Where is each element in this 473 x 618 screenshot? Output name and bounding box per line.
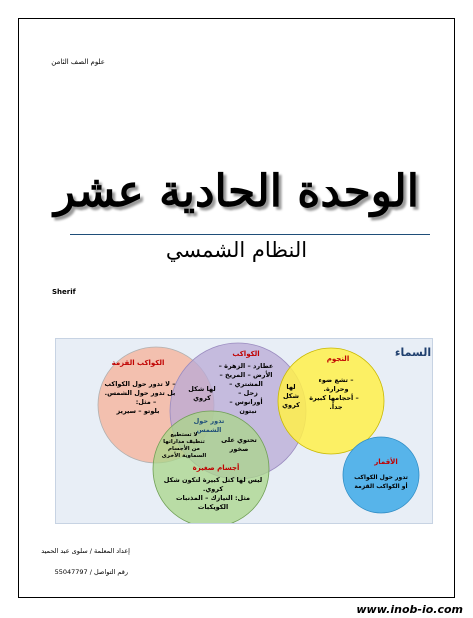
- stars-title: النجوم: [326, 355, 350, 363]
- stars-line: – تشع ضوء: [318, 376, 354, 384]
- overlap-center: تدور حول: [193, 417, 225, 425]
- stars-line: جداً.: [329, 403, 343, 411]
- dwarf-title: الكواكب القزمة: [111, 359, 165, 367]
- moons-title: الأقمار: [374, 458, 398, 466]
- dwarf-line: – مثل:: [135, 398, 157, 406]
- moons-line: تدور حول الكواكب: [354, 474, 408, 481]
- moons-line: أو الكواكب القزمة: [354, 483, 408, 490]
- page-subtitle: النظام الشمسي: [165, 238, 308, 262]
- planets-line: عطارد – الزهرة –: [218, 362, 274, 370]
- contact-number: 55047797: [54, 568, 88, 576]
- overlap-dwarf-small: من الأجسام: [168, 446, 200, 452]
- overlap-dwarf-small: لا تستطيع: [170, 432, 198, 438]
- stars-line: وحرارة.: [323, 385, 349, 393]
- small-title: أجسام صغيرة: [192, 464, 240, 472]
- dwarf-line: بلوتو – سيريز: [116, 407, 160, 415]
- author-name: Sherif: [52, 288, 76, 296]
- overlap-planets-stars: لها: [286, 383, 296, 391]
- overlap-planets-stars: شكل: [283, 392, 299, 400]
- overlap-dwarf-small: تنظيف مداراتها: [163, 439, 205, 445]
- dwarf-line: بل تدور حول الشمس.: [104, 389, 176, 397]
- overlap-center: الشمس: [196, 426, 222, 434]
- grade-label: علوم الصف الثامن: [51, 58, 105, 66]
- page-title: الوحدة الحادية عشر: [54, 166, 419, 217]
- sky-label: السماء: [394, 346, 432, 359]
- small-line: الكويكبات: [197, 503, 229, 511]
- overlap-dwarf-planets: كروي: [193, 394, 211, 402]
- title-underline: [70, 234, 430, 235]
- planets-line: زحل –: [238, 389, 258, 397]
- contact-label: رقم التواصل: [94, 568, 128, 576]
- overlap-dwarf-small: السماوية الأخرى: [161, 453, 207, 459]
- website-watermark[interactable]: www.inob-io.com: [356, 603, 463, 616]
- planets-line: الأرض – المريخ –: [219, 371, 273, 379]
- small-line: مثل: النيازك – المذنبات: [175, 494, 251, 502]
- overlap-planets-stars: كروي: [282, 401, 300, 409]
- prepared-by-credit: إعداد المعلمة / سلوى عبد الحميد: [41, 547, 130, 555]
- dwarf-line: – لا تدور حول الكواكب: [104, 380, 176, 388]
- stars-line: – أحجامها كبيرة: [309, 394, 359, 402]
- small-line: كروي.: [202, 485, 224, 493]
- overlap-dwarf-planets: لها شكل: [188, 385, 216, 393]
- planets-line: أورانوس –: [229, 398, 263, 406]
- overlap-planets-small: صخور: [229, 445, 249, 453]
- contact-info: رقم التواصل / 55047797: [54, 568, 128, 576]
- planets-title: الكواكب: [232, 350, 260, 358]
- planets-line: نبتون: [239, 407, 257, 415]
- planets-line: المشتري –: [229, 380, 263, 388]
- solar-system-venn-diagram: [55, 338, 433, 524]
- small-line: ليس لها كتل كبيرة لتكون شكل: [163, 476, 263, 484]
- overlap-planets-small: تحتوي على: [221, 436, 257, 444]
